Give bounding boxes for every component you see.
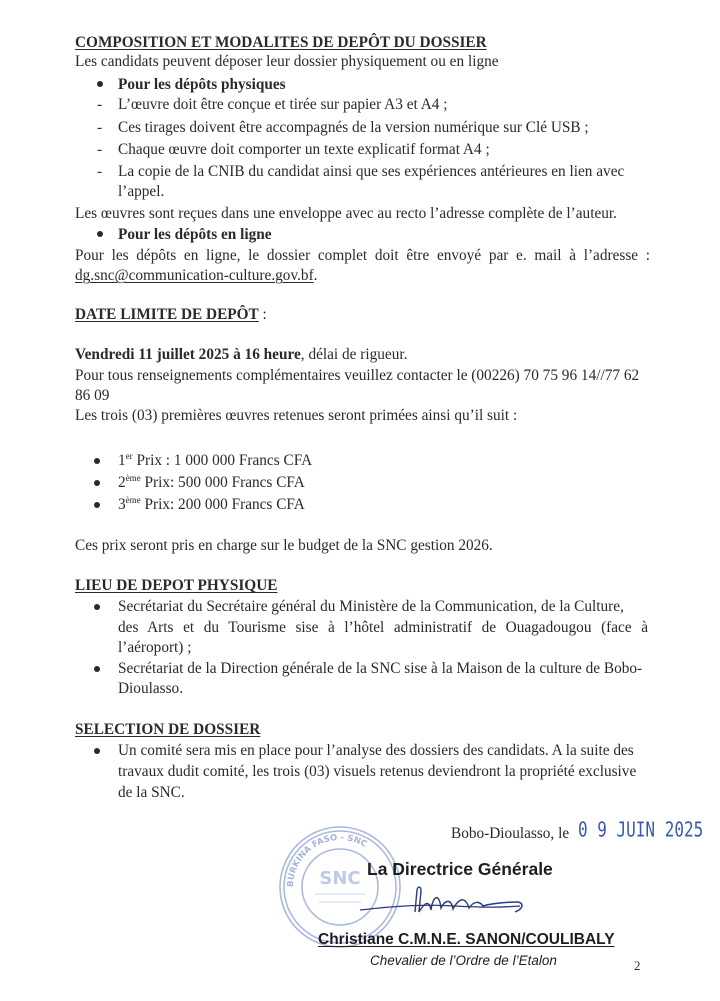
signatory-title: La Directrice Générale	[367, 859, 553, 879]
prize-text: Prix : 1 000 000 Francs CFA	[132, 452, 313, 469]
prize-rank-suffix: er	[125, 450, 133, 461]
prize-text: Prix: 500 000 Francs CFA	[140, 474, 305, 491]
selection-item-line: travaux dudit comité, les trois (03) visuels retenus deviendront la propriété exclusive	[118, 763, 637, 780]
bullet-icon	[94, 666, 100, 672]
bullet-icon	[94, 502, 100, 508]
dash-icon: -	[97, 141, 103, 158]
prize-rank-suffix: ème	[125, 494, 141, 505]
prize-rank: 2	[118, 474, 126, 491]
bullet-icon	[97, 231, 103, 237]
ligne-text: Pour les dépôts en ligne, le dossier complet doit être envoyé par e. mail à l’adresse :	[75, 247, 650, 264]
section-heading-composition: COMPOSITION ET MODALITES DE DEPÔT DU DOSSIER	[75, 34, 487, 51]
prize-rank-suffix: ème	[125, 472, 141, 483]
lieu-item-line: l’aéroport) ;	[118, 639, 192, 656]
list-item: La copie de la CNIB du candidat ainsi que ses expériences antérieures en lien avec	[118, 163, 625, 180]
dash-icon: -	[97, 163, 103, 180]
list-item: L’œuvre doit être conçue et tirée sur papier A3 et A4 ;	[118, 96, 448, 113]
bullet-icon	[94, 748, 100, 754]
section-heading-lieu: LIEU DE DEPOT PHYSIQUE	[75, 577, 278, 594]
prize-item	[118, 495, 305, 514]
dash-icon: -	[97, 96, 103, 113]
deadline-line	[75, 345, 407, 364]
list-item: Chaque œuvre doit comporter un texte explicatif format A4 ;	[118, 141, 490, 158]
lieu-item-line: Secrétariat de la Direction générale de la SNC sise à la Maison de la culture de Bobo-	[118, 660, 643, 677]
bullet-icon	[97, 81, 103, 87]
selection-item-line: Un comité sera mis en place pour l’analyse des dossiers des candidats. A la suite des	[118, 742, 634, 759]
contact-text-continuation: 86 09	[75, 387, 110, 404]
signatory-distinction: Chevalier de l’Ordre de l’Etalon	[370, 953, 557, 968]
physique-subheading: Pour les dépôts physiques	[118, 76, 286, 93]
email-line	[75, 266, 318, 285]
budget-text: Ces prix seront pris en charge sur le budget de la SNC gestion 2026.	[75, 537, 493, 554]
place-date-label: Bobo-Dioulasso, le	[451, 825, 570, 842]
svg-text:BURKINA FASO - SNC: BURKINA FASO - SNC	[285, 832, 369, 888]
section-heading-date-line	[75, 305, 267, 324]
bullet-icon	[94, 458, 100, 464]
prize-item	[118, 451, 312, 470]
intro-text: Les candidats peuvent déposer leur dossier physiquement ou en ligne	[75, 53, 499, 70]
lieu-item-line: Secrétariat du Secrétaire général du Ministère de la Communication, de la Culture,	[118, 598, 624, 615]
page-number: 2	[634, 958, 641, 973]
lieu-item-line: des Arts et du Tourisme sise à l’hôtel administratif de Ouagadougou (face à	[118, 619, 648, 636]
prize-text: Prix: 200 000 Francs CFA	[140, 496, 305, 513]
prize-rank: 1	[118, 452, 126, 469]
deadline-note: , délai de rigueur.	[300, 346, 408, 363]
heading-colon: :	[258, 306, 267, 323]
prize-item	[118, 473, 305, 492]
prize-rank: 3	[118, 496, 126, 513]
list-item-continuation: l’appel.	[118, 183, 165, 200]
email-link[interactable]: dg.snc@communication-culture.gov.bf	[75, 267, 314, 284]
ligne-subheading: Pour les dépôts en ligne	[118, 226, 272, 243]
selection-item-line: de la SNC.	[118, 784, 185, 801]
bullet-icon	[94, 480, 100, 486]
handwritten-signature-icon	[355, 882, 535, 922]
dash-icon: -	[97, 119, 103, 136]
signatory-name: Christiane C.M.N.E. SANON/COULIBALY	[318, 931, 615, 948]
contact-text: Pour tous renseignements complémentaires veuillez contacter le (00226) 70 75 96 14//77 62	[75, 367, 640, 384]
list-item: Ces tirages doivent être accompagnés de la version numérique sur Clé USB ;	[118, 119, 589, 136]
bullet-icon	[94, 604, 100, 610]
section-heading-selection: SELECTION DE DOSSIER	[75, 721, 261, 738]
prizes-intro: Les trois (03) premières œuvres retenues seront primées ainsi qu’il suit :	[75, 407, 518, 424]
deadline-date: Vendredi 11 juillet 2025 à 16 heure	[75, 346, 301, 363]
lieu-item-line: Dioulasso.	[118, 680, 184, 697]
section-heading-date: DATE LIMITE DE DEPÔT	[75, 306, 259, 323]
email-period: .	[313, 267, 318, 284]
date-stamp: 0 9 JUIN 2025	[578, 817, 704, 842]
svg-text:SNC: SNC	[319, 868, 361, 889]
envelope-text: Les œuvres sont reçues dans une enveloppe avec au recto l’adresse complète de l’auteur.	[75, 205, 617, 222]
